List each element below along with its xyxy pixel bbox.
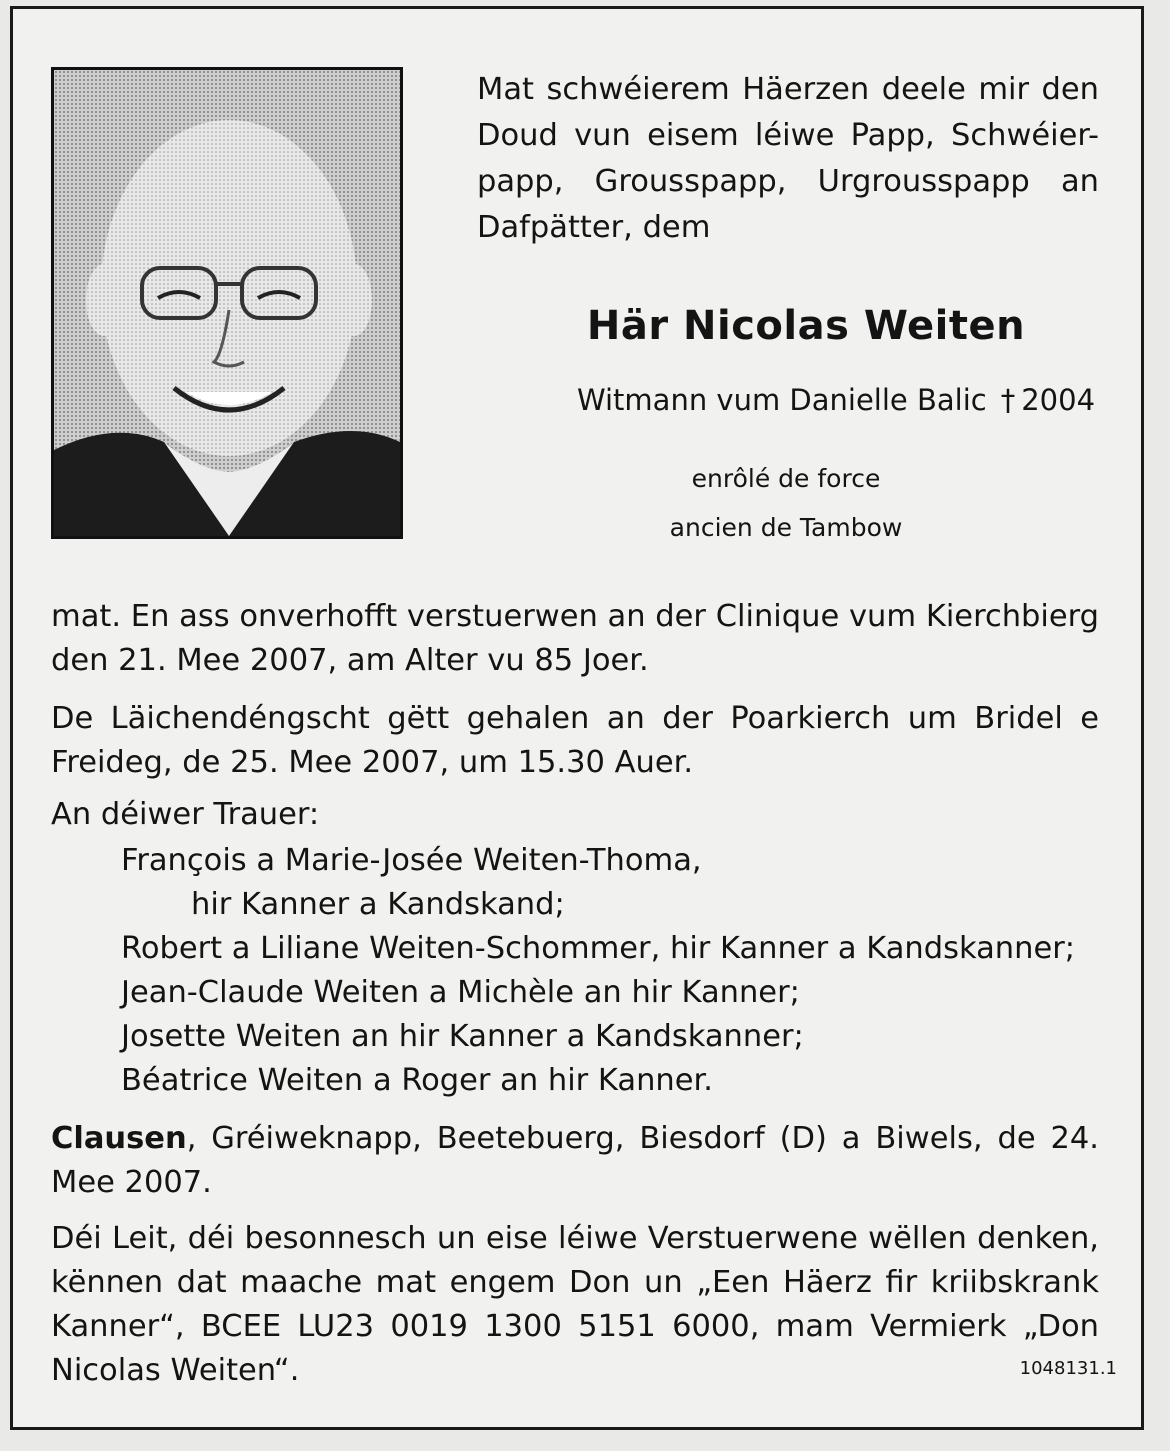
list-item: Robert a Liliane Weiten-Schommer, hir Kanner a Kandskanner; bbox=[121, 931, 1076, 966]
place-date-paragraph bbox=[51, 1117, 1099, 1205]
portrait-image bbox=[54, 70, 400, 536]
title-line-1: enrôlé de force bbox=[691, 464, 881, 493]
title-line-2: ancien de Tambow bbox=[669, 513, 903, 542]
list-item: Béatrice Weiten a Roger an hir Kanner. bbox=[121, 1063, 713, 1098]
reference-number: 1048131.1 bbox=[1019, 1358, 1117, 1379]
widow-year: 2004 bbox=[1021, 383, 1096, 417]
intro-text: Mat schwéierem Häerzen deele mir den Doud vun eisem léiwe Papp, Schwéier-papp, Grousspapp, Urgrousspapp an Dafpätter, dem bbox=[477, 72, 1099, 245]
death-paragraph: mat. En ass onverhofft verstuerwen an der Clinique vum Kierchbierg den 21. Mee 2007, am Alter vu 85 Joer. bbox=[51, 599, 1099, 678]
place-rest: , Gréiweknapp, Beetebuerg, Biesdorf (D) a Biwels, de 24. Mee 2007. bbox=[51, 1121, 1099, 1200]
donation-paragraph: Déi Leit, déi besonnesch un eise léiwe Verstuerwene wëllen denken, kënnen dat maache mat engem Don un „Een Häerz fir kriibskrank Kanner“, BCEE LU23 0019 1300 5151 6000, mam Vermierk „Don Nicolas Weiten“. bbox=[51, 1221, 1099, 1388]
cross-symbol: † bbox=[1000, 383, 1016, 417]
list-item: hir Kanner a Kandskand; bbox=[191, 887, 565, 922]
list-item: Jean-Claude Weiten a Michèle an hir Kanner; bbox=[121, 975, 800, 1010]
list-item: François a Marie-Josée Weiten-Thoma, bbox=[121, 843, 702, 878]
obituary-notice bbox=[10, 6, 1144, 1430]
widow-text: Witmann vum Danielle Balic bbox=[576, 383, 987, 417]
widow-line bbox=[413, 383, 1170, 417]
family-list bbox=[121, 839, 1121, 1103]
portrait-photo bbox=[51, 67, 403, 539]
funeral-paragraph: De Läichendéngscht gëtt gehalen an der Poarkierch um Bridel e Freideg, de 25. Mee 2007, um 15.30 Auer. bbox=[51, 701, 1099, 780]
deceased-name: Här Nicolas Weiten bbox=[586, 303, 1026, 349]
place-bold: Clausen bbox=[51, 1121, 187, 1156]
mourning-label: An déiwer Trauer: bbox=[51, 797, 320, 832]
list-item: Josette Weiten an hir Kanner a Kandskanner; bbox=[121, 1019, 804, 1054]
